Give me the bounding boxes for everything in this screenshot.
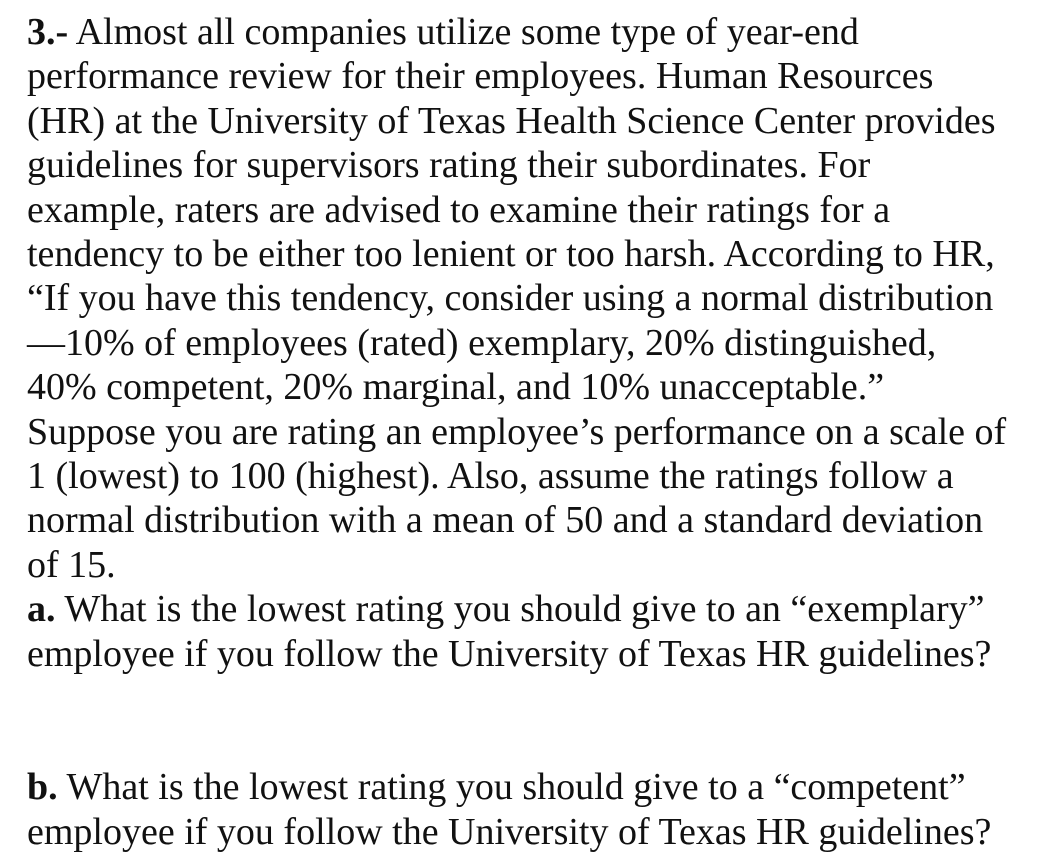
- answer-space: [27, 676, 1027, 765]
- part-a-question-line-2: employee if you follow the University of Texas HR guidelines?: [27, 632, 992, 675]
- part-a-text: What is the lowest rating you should give to an “exemplary”: [64, 588, 985, 631]
- problem-intro-line-4: guidelines for supervisors rating their subordinates. For: [27, 144, 871, 187]
- problem-intro-line-5: example, raters are advised to examine their ratings for a: [27, 188, 891, 231]
- part-a-label: a.: [27, 588, 56, 631]
- problem-intro-line-6: tendency to be either too lenient or too harsh. According to HR,: [27, 233, 995, 276]
- intro-text: Almost all companies utilize some type of year-end: [75, 11, 859, 53]
- problem-intro-line-11: 1 (lowest) to 100 (highest). Also, assume the ratings follow a: [27, 455, 954, 498]
- problem-intro-line-1: [27, 10, 1027, 54]
- problem-intro-line-9: 40% competent, 20% marginal, and 10% unacceptable.”: [27, 366, 885, 409]
- problem-intro-line-12: normal distribution with a mean of 50 and a standard deviation: [27, 499, 984, 542]
- part-b-question-line-2: employee if you follow the University of Texas HR guidelines?: [27, 810, 992, 853]
- problem-intro-line-7: “If you have this tendency, consider using a normal distribution: [27, 277, 994, 320]
- problem-intro-line-8: —10% of employees (rated) exemplary, 20% distinguished,: [27, 321, 937, 364]
- problem-number: 3.-: [27, 11, 69, 53]
- part-b-question-line-1: [27, 765, 1027, 809]
- part-b-text: What is the lowest rating you should give to a “competent”: [66, 766, 966, 809]
- problem-intro-line-2: performance review for their employees. Human Resources: [27, 55, 934, 98]
- problem-intro-line-3: (HR) at the University of Texas Health Science Center provides: [27, 99, 996, 142]
- part-a-question-line-1: [27, 587, 1027, 631]
- problem-intro-line-13: of 15.: [27, 543, 116, 586]
- problem-document: [27, 10, 1027, 854]
- part-b-label: b.: [27, 766, 58, 809]
- problem-intro-line-10: Suppose you are rating an employee’s performance on a scale of: [27, 410, 1007, 453]
